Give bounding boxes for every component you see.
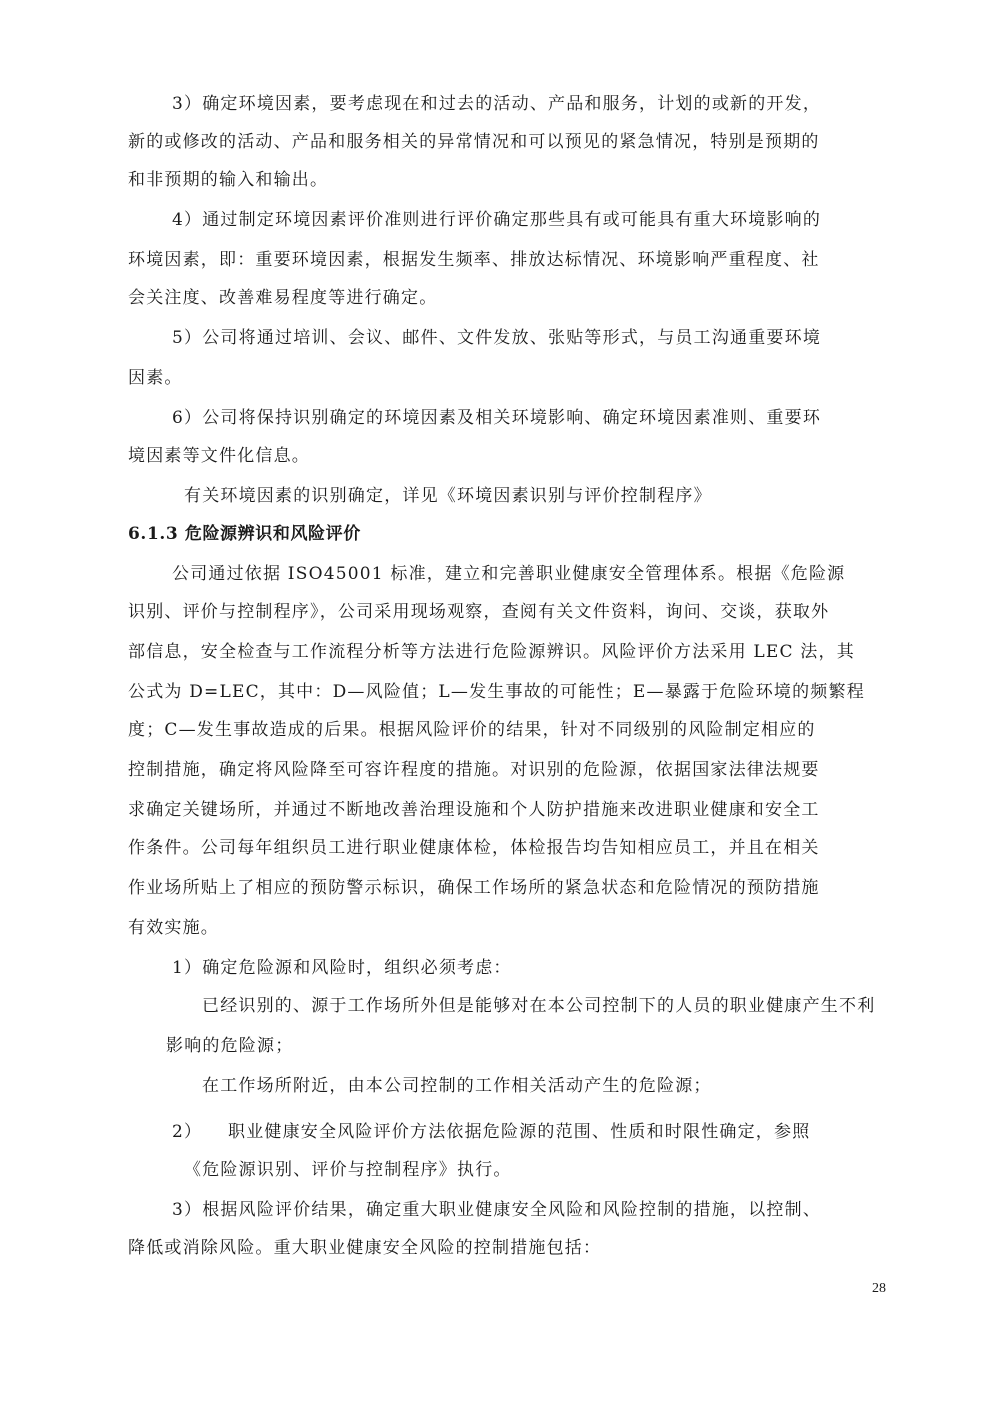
body-line-9: 作业场所贴上了相应的预防警示标识，确保工作场所的紧急状态和危险情况的预防措施 [128, 878, 820, 898]
paragraph-3-line-3: 和非预期的输入和输出。 [128, 170, 329, 190]
item-1b: 在工作场所附近，由本公司控制的工作相关活动产生的危险源； [202, 1076, 712, 1096]
body-line-5: 度；C—发生事故造成的后果。根据风险评价的结果，针对不同级别的风险制定相应的 [128, 720, 816, 740]
paragraph-5-line-2: 因素。 [128, 368, 183, 388]
item-3-line-1: 3）根据风险评价结果，确定重大职业健康安全风险和风险控制的措施，以控制、 [172, 1200, 822, 1220]
page-number: 28 [872, 1281, 886, 1296]
body-line-6: 控制措施，确定将风险降至可容许程度的措施。对识别的危险源，依据国家法律法规要 [128, 760, 820, 780]
paragraph-6-line-2: 境因素等文件化信息。 [128, 446, 310, 466]
body-line-8: 作条件。公司每年组织员工进行职业健康体检，体检报告均告知相应员工，并且在相关 [128, 838, 820, 858]
item-2-line-2: 《危险源识别、评价与控制程序》执行。 [184, 1160, 512, 1180]
item-2-label: 2） [172, 1122, 203, 1142]
paragraph-5-line-1: 5）公司将通过培训、会议、邮件、文件发放、张贴等形式，与员工沟通重要环境 [172, 328, 822, 348]
body-line-1: 公司通过依据 ISO45001 标准，建立和完善职业健康安全管理体系。根据《危险源 [172, 564, 846, 584]
body-line-7: 求确定关键场所，并通过不断地改善治理设施和个人防护措施来改进职业健康和安全工 [128, 800, 820, 820]
item-1a-line-1: 已经识别的、源于工作场所外但是能够对在本公司控制下的人员的职业健康产生不利 [202, 996, 876, 1016]
paragraph-4-line-3: 会关注度、改善难易程度等进行确定。 [128, 288, 438, 308]
body-line-3: 部信息，安全检查与工作流程分析等方法进行危险源辨识。风险评价方法采用 LEC 法，其 [128, 642, 855, 662]
paragraph-3-line-2: 新的或修改的活动、产品和服务相关的异常情况和可以预见的紧急情况，特别是预期的 [128, 132, 820, 152]
section-heading: 6.1.3 危险源辨识和风险评价 [128, 524, 361, 544]
body-line-2: 识别、评价与控制程序》，公司采用现场观察，查阅有关文件资料，询问、交谈，获取外 [128, 602, 830, 622]
item-2-line-1: 职业健康安全风险评价方法依据危险源的范围、性质和时限性确定，参照 [228, 1122, 811, 1142]
paragraph-6-line-1: 6）公司将保持识别确定的环境因素及相关环境影响、确定环境因素准则、重要环 [172, 408, 822, 428]
item-1a-line-2: 影响的危险源； [166, 1036, 294, 1056]
body-line-4: 公式为 D=LEC，其中：D—风险值；L—发生事故的可能性；E—暴露于危险环境的频繁程 [128, 682, 865, 702]
paragraph-4-line-1: 4）通过制定环境因素评价准则进行评价确定那些具有或可能具有重大环境影响的 [172, 210, 822, 230]
paragraph-4-line-2: 环境因素，即：重要环境因素，根据发生频率、排放达标情况、环境影响严重程度、社 [128, 250, 820, 270]
paragraph-3-line-1: 3）确定环境因素，要考虑现在和过去的活动、产品和服务，计划的或新的开发， [172, 94, 822, 114]
body-line-10: 有效实施。 [128, 918, 219, 938]
item-1: 1）确定危险源和风险时，组织必须考虑： [172, 958, 512, 978]
item-3-line-2: 降低或消除风险。重大职业健康安全风险的控制措施包括： [128, 1238, 602, 1258]
reference-line: 有关环境因素的识别确定，详见《环境因素识别与评价控制程序》 [184, 486, 712, 506]
